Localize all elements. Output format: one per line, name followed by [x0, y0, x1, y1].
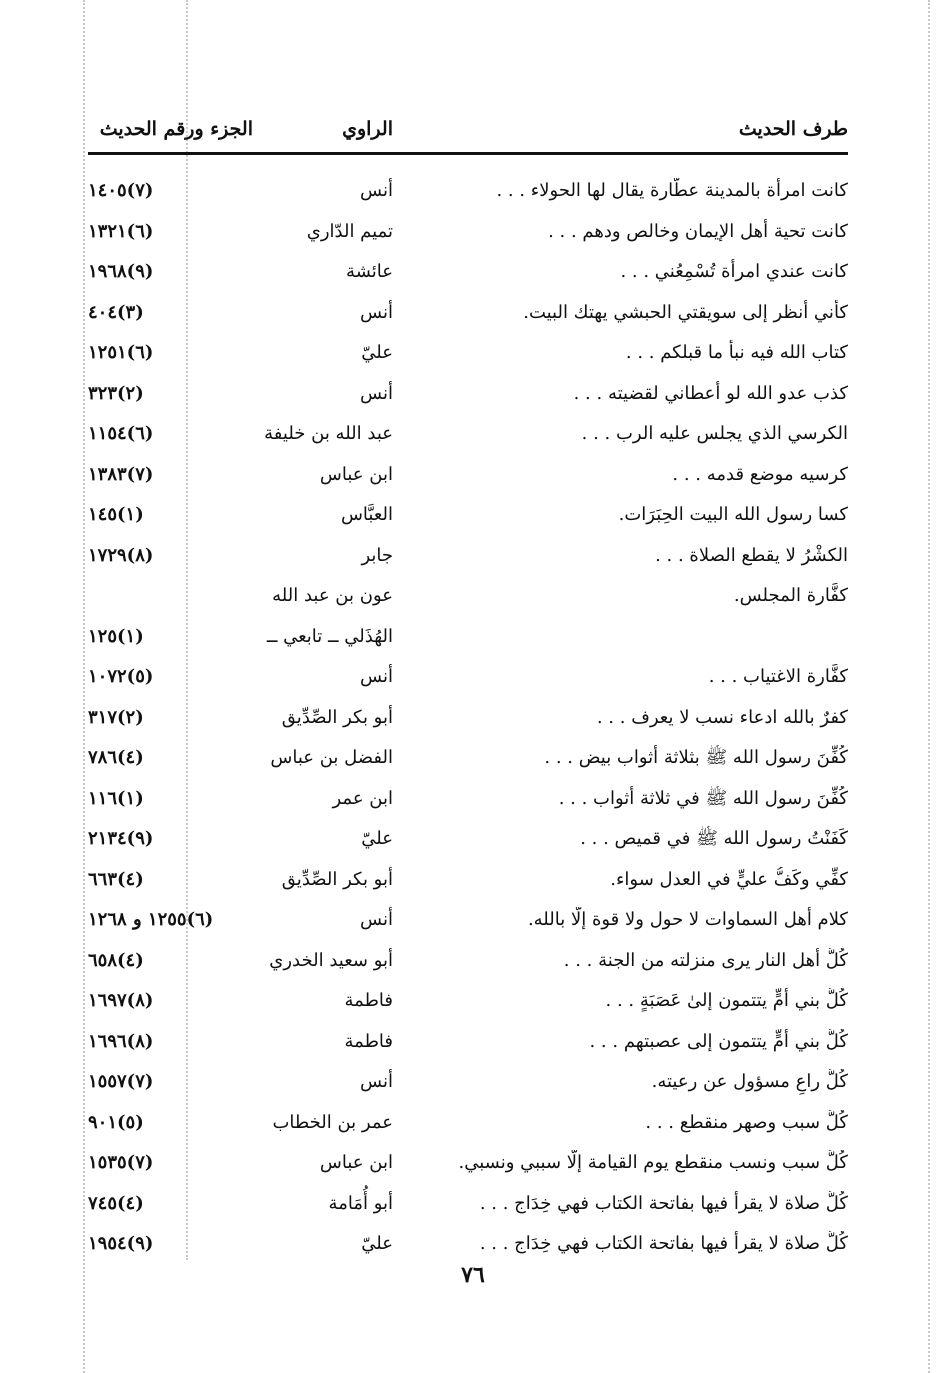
hadith-text: كانت تحية أهل الإيمان وخالص ودهم . . . — [548, 220, 848, 242]
narrator: فاطمة — [344, 1030, 393, 1052]
table-header — [88, 112, 848, 155]
volume-and-number: (٩)٢١٣٤ — [88, 828, 154, 849]
hadith-text: كلام أهل السماوات لا حول ولا قوة إلَّا بالله. — [527, 909, 848, 930]
table-row — [88, 861, 848, 902]
volume-and-number: (٢)٣١٧ — [88, 706, 144, 728]
narrator: أبو بكر الصِّدِّيق — [281, 706, 393, 728]
table-row — [88, 1063, 848, 1104]
volume-and-number: (١)١٢٥ — [88, 625, 144, 647]
table-row — [88, 699, 848, 740]
hadith-text: الكرسي الذي يجلس عليه الرب . . . — [581, 423, 848, 444]
narrator: أبو أُمَامة — [328, 1192, 393, 1214]
volume-and-number: (٧)١٣٨٣ — [88, 463, 154, 485]
table-row — [88, 537, 848, 578]
table-row — [88, 415, 848, 456]
scan-artifact-line — [83, 0, 85, 1373]
table-row — [88, 456, 848, 497]
table-row — [88, 1104, 848, 1145]
narrator: ابن عباس — [319, 1152, 393, 1173]
hadith-text: كُلُّ سبب وصهر منقطع . . . — [645, 1111, 848, 1133]
scan-artifact-line — [928, 0, 930, 1373]
table-row — [88, 1023, 848, 1064]
volume-and-number: (٤)٧٨٦ — [88, 747, 144, 768]
volume-and-number: (٤)٧٤٥ — [88, 1192, 144, 1214]
table-row — [88, 577, 848, 618]
table-row — [88, 496, 848, 537]
table-row — [88, 901, 848, 942]
volume-and-number: (٨)١٦٩٧ — [88, 990, 154, 1011]
header-hadith-text: طرف الحديث — [738, 118, 848, 140]
narrator: فاطمة — [344, 990, 393, 1011]
page-number: ٧٦ — [461, 1262, 485, 1288]
table-row — [88, 780, 848, 821]
narrator: عبد الله بن خليفة — [264, 423, 393, 444]
volume-and-number: (٥)٩٠١ — [88, 1111, 144, 1133]
table-row — [88, 1225, 848, 1266]
header-volume-number: الجزء ورقم الحديث — [99, 118, 253, 140]
narrator: أبو سعيد الخدري — [269, 949, 393, 971]
narrator: جابر — [361, 544, 393, 566]
hadith-text: كُلُّ أهل النار يرى منزلته من الجنة . . . — [563, 949, 848, 971]
hadith-text: كُلُّ بني أُمٍّ يتتمون إلى عصبتهم . . . — [589, 1030, 848, 1052]
table-row — [88, 294, 848, 335]
volume-and-number: (٧)١٤٠٥ — [88, 180, 154, 201]
table-row — [88, 253, 848, 294]
table-row — [88, 1144, 848, 1185]
hadith-text: كُلُّ سبب ونسب منقطع يوم القيامة إلَّا سببي ونسبي. — [458, 1152, 848, 1173]
table-row — [88, 739, 848, 780]
hadith-text: كَفَنْتُ رسول الله ﷺ في قميص . . . — [580, 828, 848, 849]
volume-and-number: (٥)١٠٧٢ — [88, 666, 154, 687]
hadith-text: كانت عندي امرأة تُسْمِعُني . . . — [620, 261, 848, 282]
table-row — [88, 982, 848, 1023]
narrator: عليّ — [361, 828, 393, 849]
hadith-text: كفرٌ بالله ادعاء نسب لا يعرف . . . — [596, 706, 848, 728]
narrator: عمر بن الخطاب — [272, 1111, 393, 1133]
volume-and-number: (٦)١٢٥٥ و ١٢٦٨ — [88, 909, 214, 930]
hadith-text: كفَّارة المجلس. — [733, 585, 848, 606]
narrator: أنس — [360, 382, 393, 404]
narrator: الفضل بن عباس — [270, 747, 393, 768]
narrator: الهُذَلي ــ تابعي ــ — [266, 625, 393, 647]
narrator: أنس — [360, 1071, 393, 1092]
table-row — [88, 658, 848, 699]
narrator: عليّ — [361, 342, 393, 363]
header-narrator: الراوي — [342, 118, 393, 140]
hadith-text: الكشْرُ لا يقطع الصلاة . . . — [655, 544, 848, 566]
volume-and-number: (٢)٣٢٣ — [88, 382, 144, 404]
volume-and-number: (١)١٤٥ — [88, 504, 144, 525]
hadith-text: كُلُّ صلاة لا يقرأ فيها بفاتحة الكتاب فهي خِدَاج . . . — [479, 1233, 848, 1254]
hadith-text: كرسيه موضع قدمه . . . — [672, 463, 848, 485]
volume-and-number: (٩)١٩٦٨ — [88, 261, 154, 282]
table-row — [88, 375, 848, 416]
narrator: عون بن عبد الله — [272, 585, 393, 606]
narrator: أنس — [360, 909, 393, 930]
volume-and-number: (٧)١٥٣٥ — [88, 1152, 154, 1173]
hadith-index-table — [88, 172, 848, 1266]
narrator: أنس — [360, 666, 393, 687]
table-row — [88, 213, 848, 254]
volume-and-number: (٧)١٥٥٧ — [88, 1071, 154, 1092]
hadith-text: كسا رسول الله البيت الحِبَرَات. — [618, 504, 848, 525]
volume-and-number: (٨)١٦٩٦ — [88, 1030, 154, 1052]
volume-and-number: (١)١١٦ — [88, 787, 144, 809]
hadith-text: كُفِّنَ رسول الله ﷺ في ثلاثة أثواب . . . — [558, 787, 848, 809]
volume-and-number: (٤)٦٦٣ — [88, 868, 144, 890]
hadith-text: كذب عدو الله لو أعطاني لقضيته . . . — [573, 382, 848, 404]
volume-and-number: (٩)١٩٥٤ — [88, 1233, 154, 1254]
volume-and-number: (٦)١١٥٤ — [88, 423, 154, 444]
narrator: عائشة — [346, 261, 393, 282]
hadith-text: كُلُّ راعٍ مسؤول عن رعيته. — [651, 1071, 848, 1092]
narrator: أبو بكر الصِّدِّيق — [281, 868, 393, 890]
narrator: أنس — [360, 301, 393, 323]
table-row — [88, 334, 848, 375]
narrator: تميم الدّاري — [306, 220, 393, 242]
hadith-text: كفَّارة الاغتياب . . . — [708, 666, 848, 687]
volume-and-number: (٦)١٣٢١ — [88, 220, 154, 242]
volume-and-number: (٦)١٢٥١ — [88, 342, 154, 363]
table-row — [88, 1185, 848, 1226]
narrator: ابن عباس — [319, 463, 393, 485]
table-row — [88, 172, 848, 213]
volume-and-number: (٨)١٧٢٩ — [88, 544, 154, 566]
narrator: أنس — [360, 180, 393, 201]
narrator: عليّ — [361, 1233, 393, 1254]
hadith-text: كتاب الله فيه نبأ ما قبلكم . . . — [625, 342, 848, 363]
hadith-text: كانت امرأة بالمدينة عطّارة يقال لها الحولاء . . . — [496, 180, 848, 201]
hadith-text: كُلُّ صلاة لا يقرأ فيها بفاتحة الكتاب فهي خِدَاج . . . — [479, 1192, 848, 1214]
hadith-text: كُفِّنَ رسول الله ﷺ بثلاثة أثواب بيض . . . — [544, 747, 848, 768]
table-row — [88, 942, 848, 983]
table-row — [88, 618, 848, 659]
hadith-text: كفِّي وكَفُّ عليٍّ في العدل سواء. — [610, 868, 848, 890]
narrator: ابن عمر — [332, 787, 393, 809]
narrator: العبَّاس — [340, 504, 393, 525]
volume-and-number: (٤)٦٥٨ — [88, 949, 144, 971]
volume-and-number: (٣)٤٠٤ — [88, 301, 144, 323]
hadith-text: كأني أنظر إلى سويقتي الحبشي يهتك البيت. — [523, 301, 848, 323]
hadith-text: كُلُّ بني أُمٍّ يتتمون إلىٰ عَصَبَةٍ . . . — [605, 990, 848, 1011]
table-row — [88, 820, 848, 861]
